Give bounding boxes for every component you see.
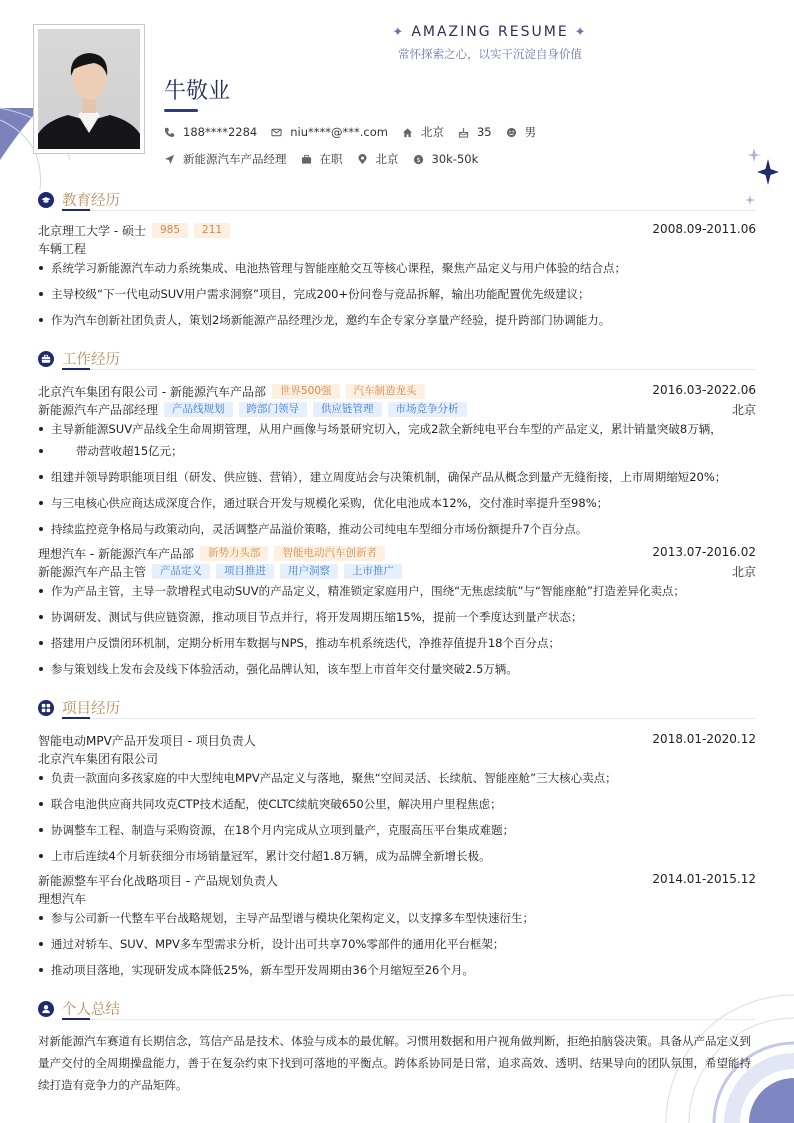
salary-icon (413, 154, 424, 165)
work-city: 北京 (731, 403, 756, 417)
tag: 211 (194, 223, 230, 238)
section-summary (38, 998, 756, 1022)
age: 35 (476, 125, 492, 139)
tag: 世界500强 (272, 384, 340, 399)
work-entry-header (38, 383, 756, 399)
gender: 男 (524, 125, 537, 139)
home-icon (402, 127, 413, 138)
bullet-item: 与三电核心供应商达成深度合作，通过联合开发与规模化采购，优化电池成本12%，交付准时率提升至98%； (38, 492, 758, 514)
graduation-cap-icon (38, 192, 54, 208)
person-silhouette-icon (38, 29, 140, 149)
city: 北京 (420, 125, 444, 139)
expected-salary: 30k-50k (431, 152, 479, 166)
project-org-row (38, 890, 756, 906)
work-entry-header (38, 545, 756, 561)
project-org: 理想汽车 (38, 892, 87, 906)
gender-icon (506, 127, 517, 138)
section-title: 个人总结 (62, 1002, 120, 1018)
bullet-item: 推动项目落地，实现研发成本降低25%，新车型开发周期由36个月缩短至26个月。 (38, 959, 758, 981)
bullet-continuation: 带动营收超15亿元； (38, 440, 758, 462)
project-entry-header (38, 732, 756, 748)
major: 车辆工程 (38, 242, 87, 256)
section-projects (38, 697, 756, 721)
bullet-item: 协调整车工程、制造与采购资源，在18个月内完成从立项到量产，克服高压平台集成难题； (38, 819, 758, 841)
profile-photo (38, 29, 140, 149)
bullet-item: 协调研发、测试与供应链资源，推动项目节点并行，将开发周期压缩15%，提前一个季度达到量产状态； (38, 606, 758, 628)
tag: 上市推广 (344, 564, 402, 579)
date-range: 2016.03-2022.06 (652, 383, 756, 397)
tag: 用户洞察 (280, 564, 338, 579)
job-intention-row (164, 151, 492, 167)
tag: 产品线规划 (164, 402, 233, 417)
bullet-item: 联合电池供应商共同攻克CTP技术适配，使CLTC续航突破650公里，解决用户里程焦虑； (38, 793, 758, 815)
tag: 汽车制造龙头 (346, 384, 425, 399)
bullet-item: 组建并领导跨职能项目组（研发、供应链、营销），建立周度站会与决策机制，确保产品从概念到量产无缝衔接，上市周期缩短20%； (38, 466, 758, 488)
company-name: 北京汽车集团有限公司 - 新能源汽车产品部 (38, 385, 266, 399)
tag: 市场竞争分析 (388, 402, 467, 417)
candidate-name: 牛敬业 (164, 79, 231, 104)
education-entry (38, 222, 756, 238)
name-underline (164, 109, 198, 112)
briefcase-icon (38, 351, 54, 367)
bullet-item: 搭建用户反馈闭环机制，定期分析用车数据与NPS，推动车机系统迭代，净推荐值提升18个百分点； (38, 632, 758, 654)
target-position: 新能源汽车产品经理 (183, 152, 287, 166)
bullet-item: 通过对轿车、SUV、MPV多车型需求分析，设计出可共享70%零部件的通用化平台框架； (38, 933, 758, 955)
tag: 新势力头部 (200, 546, 269, 561)
work-role-row (38, 401, 756, 417)
bullet-item: 主导新能源SUV产品线全生命周期管理，从用户画像与场景研究切入，完成2款全新纯电平台车型的产品定义，累计销量突破8万辆， (38, 418, 758, 440)
date-range: 2014.01-2015.12 (652, 872, 756, 886)
tag: 产品定义 (152, 564, 210, 579)
section-title: 项目经历 (62, 701, 120, 717)
grid-icon (38, 700, 54, 716)
date-range: 2013.07-2016.02 (652, 545, 756, 559)
company-name: 理想汽车 - 新能源汽车产品部 (38, 547, 194, 561)
bullet-item: 参与公司新一代整车平台战略规划，主导产品型谱与模块化架构定义，以支撑多车型快速衍生； (38, 907, 758, 929)
cake-icon (458, 127, 469, 138)
date-range: 2008.09-2011.06 (652, 222, 756, 236)
tag: 项目推进 (216, 564, 274, 579)
summary-text: 对新能源汽车赛道有长期信念，笃信产品是技术、体验与成本的最优解。习惯用数据和用户视角做判断，拒绝拍脑袋决策。具备从产品定义到量产交付的全周期操盘能力，善于在复杂约束下找到可落地的平衡点。跨体系协同是日常，追求高效、透明、结果导向的团队氛围，希望能持续打造有竞争力的产品矩阵。 (38, 1034, 751, 1092)
project-org: 北京汽车集团有限公司 (38, 752, 159, 766)
profile-photo-frame (33, 24, 145, 154)
bullet-item: 持续监控竞争格局与政策动向，灵活调整产品溢价策略，推动公司纯电车型细分市场份额提升7个百分点。 (38, 518, 758, 540)
bullet-item: 参与策划线上发布会及线下体验活动，强化品牌认知，该车型上市首年交付量突破2.5万辆。 (38, 658, 758, 680)
project-title: 智能电动MPV产品开发项目 - 项目负责人 (38, 734, 256, 748)
bullet-item: 主导校级“下一代电动SUV用户需求洞察”项目，完成200+份问卷与竞品拆解，输出功能配置优先级建议； (38, 283, 758, 305)
date-range: 2018.01-2020.12 (652, 732, 756, 746)
section-title: 教育经历 (62, 193, 120, 209)
phone-number: 188****2284 (183, 125, 258, 139)
project-org-row (38, 750, 756, 766)
user-icon (38, 1001, 54, 1017)
section-work (38, 348, 756, 372)
bullet-item: 系统学习新能源汽车动力系统集成、电池热管理与智能座舱交互等核心课程，聚焦产品定义与用户体验的结合点； (38, 257, 758, 279)
school-degree: 北京理工大学 - 硕士 (38, 224, 146, 238)
project-title: 新能源整车平台化战略项目 - 产品规划负责人 (38, 874, 278, 888)
job-title: 新能源汽车产品主管 (38, 565, 147, 579)
svg-text:$: $ (415, 155, 421, 164)
slogan: 常怀探索之心，以实干沉淀自身价值 (398, 47, 582, 61)
section-title: 工作经历 (62, 352, 120, 368)
education-major-row (38, 240, 756, 256)
tag: 智能电动汽车创新者 (274, 546, 385, 561)
project-entry-header (38, 872, 756, 888)
tag: 跨部门领导 (239, 402, 308, 417)
bullet-item: 上市后连续4个月斩获细分市场销量冠军，累计交付超1.8万辆，成为品牌全新增长极。 (38, 845, 758, 867)
banner-title: AMAZING RESUME (411, 24, 569, 40)
phone-icon (164, 127, 175, 138)
target-city: 北京 (375, 152, 399, 166)
work-city: 北京 (731, 565, 756, 579)
work-role-row (38, 563, 756, 579)
tag: 供应链管理 (313, 402, 382, 417)
sparkle-icon: ✦ (392, 25, 406, 40)
contact-row (164, 124, 550, 140)
email-icon (271, 127, 282, 138)
tag: 985 (152, 223, 188, 238)
briefcase-icon (301, 154, 312, 165)
send-icon (164, 154, 175, 165)
location-icon (357, 154, 368, 165)
bullet-item: 作为汽车创新社团负责人，策划2场新能源产品经理沙龙，邀约车企专家分享量产经验，提升跨部门协调能力。 (38, 309, 758, 331)
bullet-item: 作为产品主管，主导一款增程式电动SUV的产品定义，精准锁定家庭用户，围绕“无焦虑续航”与“智能座舱”打造差异化卖点； (38, 580, 758, 602)
job-title: 新能源汽车产品部经理 (38, 403, 159, 417)
email-address: niu****@***.com (290, 125, 388, 139)
sparkle-icon: ✦ (574, 25, 588, 40)
resume-banner (380, 24, 600, 62)
employment-status: 在职 (319, 152, 343, 166)
section-education (38, 189, 756, 213)
bullet-item: 负责一款面向多孩家庭的中大型纯电MPV产品定义与落地，聚焦“空间灵活、长续航、智能座舱”三大核心卖点； (38, 767, 758, 789)
